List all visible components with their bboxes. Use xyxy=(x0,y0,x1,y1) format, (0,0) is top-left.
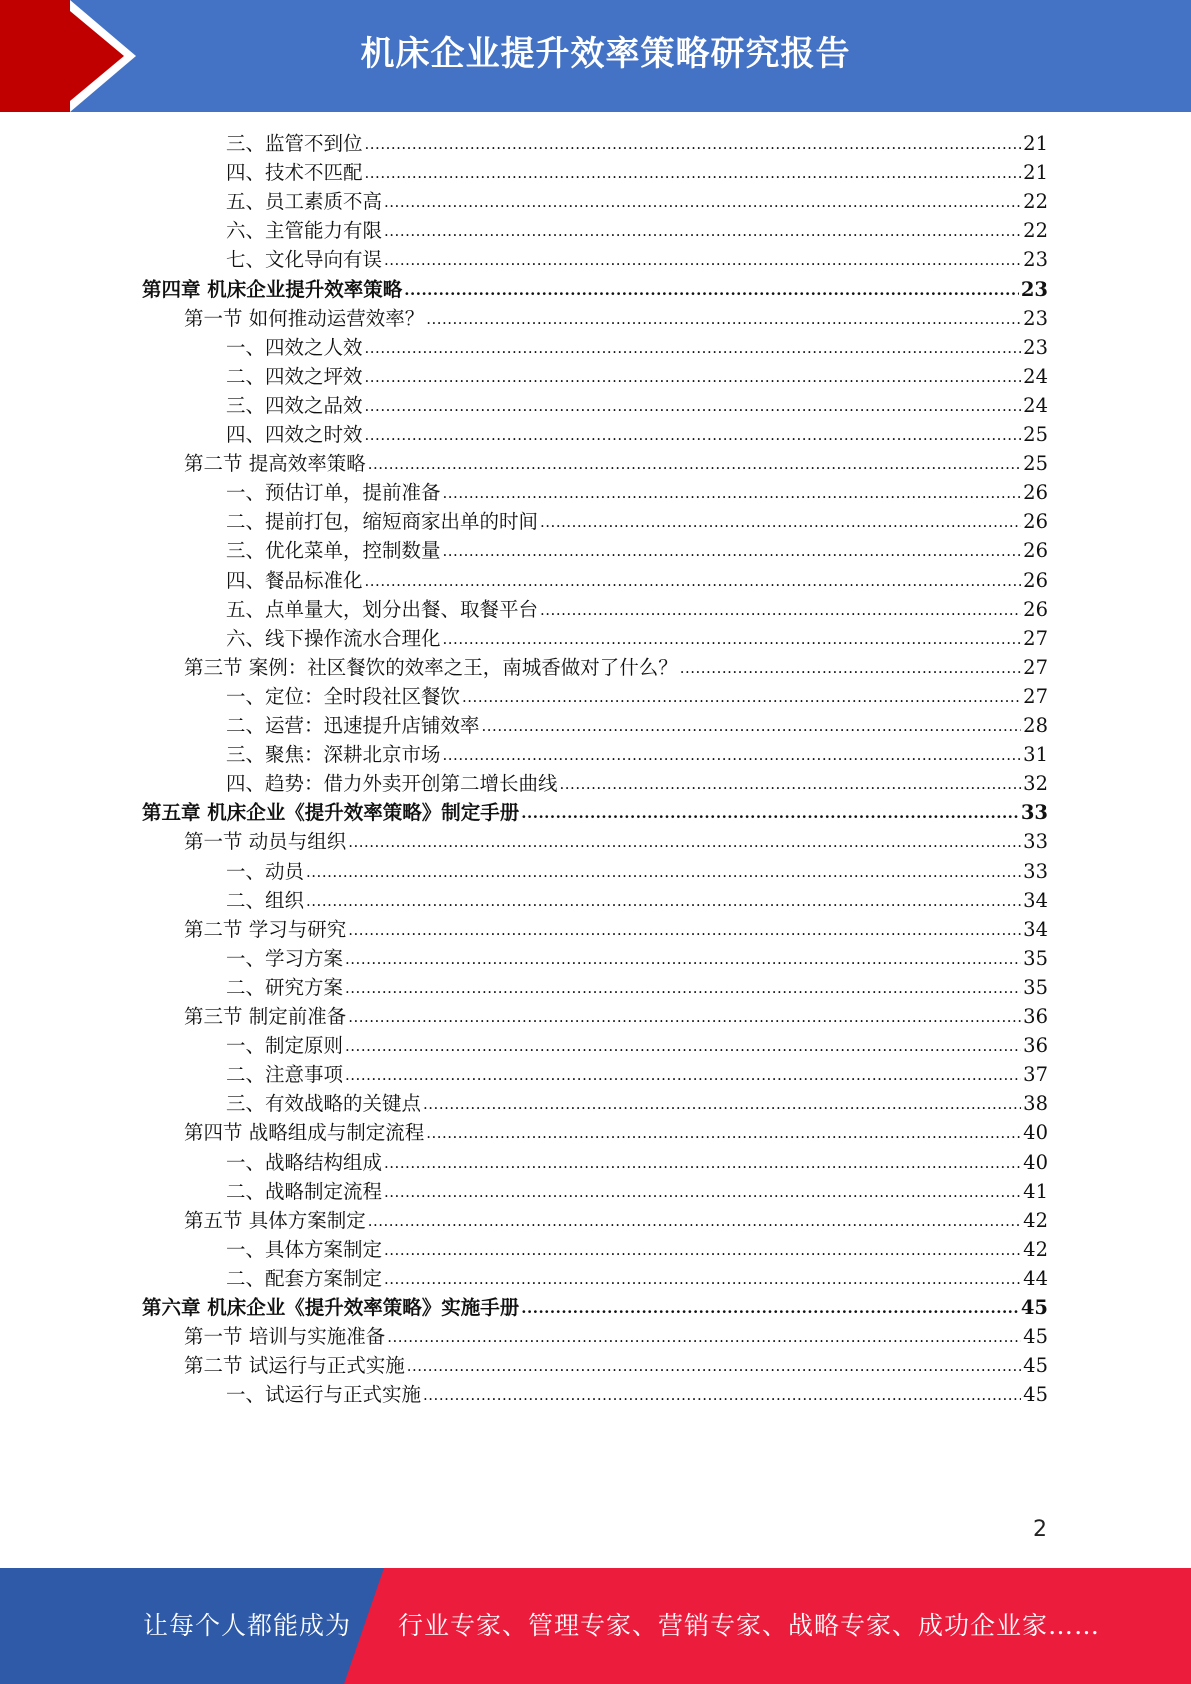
toc-entry-page: 33 xyxy=(1023,859,1048,883)
toc-entry-title: 二、配套方案制定 xyxy=(226,1266,383,1290)
toc-entry-title: 一、预估订单，提前准备 xyxy=(226,481,441,505)
toc-leader-dots xyxy=(365,160,1022,183)
toc-entry-title: 第二节 提高效率策略 xyxy=(184,452,366,476)
toc-leader-dots xyxy=(345,1062,1021,1085)
toc-entry-title: 第三节 制定前准备 xyxy=(184,1005,347,1028)
toc-entry-title: 三、有效战略的关键点 xyxy=(226,1092,422,1116)
toc-leader-dots xyxy=(426,1120,1021,1143)
toc-entry-page: 23 xyxy=(1023,306,1048,330)
toc-entry-title: 一、制定原则 xyxy=(226,1034,344,1058)
toc-leader-dots xyxy=(443,480,1022,503)
toc-entry[interactable] xyxy=(0,1263,1048,1294)
toc-entry-page: 27 xyxy=(1023,684,1048,708)
toc-entry[interactable] xyxy=(0,332,1048,363)
toc-leader-dots xyxy=(348,917,1021,940)
toc-entry[interactable] xyxy=(0,1234,1048,1265)
toc-entry-title: 一、四效之人效 xyxy=(226,335,363,359)
toc-entry[interactable] xyxy=(0,856,1048,887)
footer-slogan-left: 让每个人都能成为 xyxy=(143,1611,352,1640)
toc-entry[interactable] xyxy=(0,914,1048,945)
toc-entry-page: 25 xyxy=(1023,423,1048,446)
toc-entry-title: 二、运营：迅速提升店铺效率 xyxy=(226,714,480,737)
toc-entry-page: 34 xyxy=(1023,917,1048,941)
toc-leader-dots xyxy=(407,1353,1021,1376)
toc-entry[interactable] xyxy=(0,885,1048,916)
toc-entry-title: 第五节 具体方案制定 xyxy=(184,1208,366,1232)
toc-entry-title: 三、四效之品效 xyxy=(226,393,363,417)
toc-entry[interactable] xyxy=(0,1176,1048,1207)
toc-entry[interactable] xyxy=(0,1030,1048,1061)
toc-entry-page: 26 xyxy=(1023,510,1048,534)
toc-entry-title: 一、试运行与正式实施 xyxy=(226,1383,422,1407)
toc-entry-title: 五、点单量大，划分出餐、取餐平台 xyxy=(226,597,539,621)
toc-entry-page: 24 xyxy=(1023,364,1048,388)
toc-leader-dots xyxy=(482,713,1022,736)
toc-entry-title: 一、定位：全时段社区餐饮 xyxy=(226,684,461,708)
toc-entry-title: 二、注意事项 xyxy=(226,1063,344,1087)
toc-leader-dots xyxy=(384,247,1021,270)
toc-leader-dots xyxy=(365,131,1022,154)
toc-entry[interactable] xyxy=(0,652,1048,683)
toc-leader-dots xyxy=(368,451,1021,474)
toc-entry[interactable] xyxy=(0,1379,1048,1410)
page-number: 2 xyxy=(1033,1517,1047,1542)
toc-leader-dots xyxy=(384,218,1021,241)
toc-entry-page: 36 xyxy=(1023,1034,1048,1058)
toc-leader-dots xyxy=(345,975,1021,998)
toc-entry-title: 第一节 培训与实施准备 xyxy=(184,1325,386,1349)
toc-entry-title: 第四节 战略组成与制定流程 xyxy=(184,1121,425,1145)
toc-entry[interactable] xyxy=(0,710,1048,741)
toc-entry-page: 23 xyxy=(1023,335,1048,359)
toc-entry-title: 一、具体方案制定 xyxy=(226,1237,383,1261)
toc-leader-dots xyxy=(384,1237,1021,1260)
toc-entry-title: 四、技术不匹配 xyxy=(226,161,363,185)
toc-entry-page: 23 xyxy=(1020,277,1048,301)
toc-entry-page: 42 xyxy=(1023,1208,1048,1232)
toc-entry[interactable] xyxy=(0,535,1048,566)
toc-entry-page: 25 xyxy=(1023,452,1048,476)
toc-entry-page: 45 xyxy=(1023,1354,1048,1378)
toc-entry-page: 22 xyxy=(1023,219,1048,243)
toc-entry-title: 第一节 动员与组织 xyxy=(184,830,347,854)
toc-entry[interactable] xyxy=(0,1117,1048,1148)
toc-leader-dots xyxy=(387,1324,1021,1347)
toc-entry-page: 33 xyxy=(1020,801,1048,825)
toc-entry[interactable] xyxy=(0,943,1048,974)
report-title: 机床企业提升效率策略研究报告 xyxy=(360,34,851,74)
toc-leader-dots xyxy=(384,1266,1021,1289)
toc-entry[interactable] xyxy=(0,419,1048,450)
toc-entry[interactable] xyxy=(0,826,1048,857)
toc-entry-title: 一、战略结构组成 xyxy=(226,1150,383,1174)
toc-entry-page: 32 xyxy=(1023,772,1048,796)
toc-leader-dots xyxy=(426,306,1021,329)
toc-entry[interactable] xyxy=(0,244,1048,275)
toc-entry[interactable] xyxy=(0,186,1048,217)
toc-entry-page: 34 xyxy=(1023,888,1048,912)
toc-leader-dots xyxy=(423,1382,1021,1405)
toc-leader-dots xyxy=(345,946,1021,969)
toc-entry-page: 21 xyxy=(1023,161,1048,185)
toc-leader-dots xyxy=(348,1004,1021,1027)
toc-leader-dots xyxy=(384,1179,1021,1202)
toc-entry-page: 35 xyxy=(1023,946,1048,970)
toc-entry-page: 31 xyxy=(1023,743,1048,767)
toc-entry[interactable] xyxy=(0,739,1048,770)
toc-entry-page: 23 xyxy=(1023,248,1048,272)
toc-entry[interactable] xyxy=(0,303,1048,334)
toc-leader-dots xyxy=(540,597,1021,620)
toc-entry-page: 27 xyxy=(1023,626,1048,650)
toc-entry-title: 三、聚焦：深耕北京市场 xyxy=(226,743,441,767)
toc-entry-page: 45 xyxy=(1023,1383,1048,1407)
toc-leader-dots xyxy=(443,742,1022,765)
toc-entry[interactable] xyxy=(0,361,1048,392)
toc-entry-page: 26 xyxy=(1023,539,1048,563)
toc-entry[interactable] xyxy=(0,594,1048,625)
toc-leader-dots xyxy=(560,771,1022,794)
toc-leader-dots xyxy=(365,393,1022,416)
toc-entry[interactable] xyxy=(0,448,1048,479)
toc-entry-title: 二、四效之坪效 xyxy=(226,364,363,388)
toc-entry[interactable] xyxy=(0,1147,1048,1178)
toc-leader-dots xyxy=(521,1295,1019,1318)
toc-leader-dots xyxy=(443,626,1022,649)
toc-entry-title: 一、动员 xyxy=(226,859,305,883)
toc-entry[interactable] xyxy=(0,157,1048,188)
toc-entry[interactable] xyxy=(0,1001,1048,1032)
toc-entry-page: 26 xyxy=(1023,481,1048,505)
toc-entry-page: 44 xyxy=(1023,1266,1048,1290)
toc-leader-dots xyxy=(540,509,1021,532)
toc-entry-title: 第一节 如何推动运营效率？ xyxy=(184,306,425,330)
toc-entry[interactable] xyxy=(0,623,1048,654)
toc-entry[interactable] xyxy=(0,1292,1048,1323)
toc-entry[interactable] xyxy=(0,681,1048,712)
toc-entry-title: 第二节 试运行与正式实施 xyxy=(184,1354,405,1378)
toc-entry[interactable] xyxy=(0,797,1048,828)
toc-entry-page: 26 xyxy=(1023,597,1048,621)
toc-entry-page: 40 xyxy=(1023,1150,1048,1174)
toc-leader-dots xyxy=(345,1033,1021,1056)
toc-leader-dots xyxy=(365,568,1022,591)
toc-entry-page: 37 xyxy=(1023,1063,1048,1087)
toc-entry-title: 七、文化导向有误 xyxy=(226,248,383,272)
toc-entry[interactable] xyxy=(0,506,1048,537)
toc-leader-dots xyxy=(384,1150,1021,1173)
toc-leader-dots xyxy=(368,1208,1021,1231)
toc-entry-page: 33 xyxy=(1023,830,1048,854)
toc-entry-page: 42 xyxy=(1023,1237,1048,1261)
toc-entry-page: 21 xyxy=(1023,132,1048,155)
toc-entry-page: 45 xyxy=(1023,1325,1048,1349)
toc-entry-page: 28 xyxy=(1023,714,1048,737)
toc-entry-page: 26 xyxy=(1023,568,1048,592)
page-header xyxy=(0,0,1191,112)
toc-leader-dots xyxy=(423,1091,1021,1114)
toc-entry[interactable] xyxy=(0,1350,1048,1381)
toc-entry-page: 27 xyxy=(1023,655,1048,679)
toc-leader-dots xyxy=(521,800,1019,823)
toc-leader-dots xyxy=(365,335,1022,358)
toc-entry[interactable] xyxy=(0,390,1048,421)
toc-entry-title: 二、战略制定流程 xyxy=(226,1179,383,1203)
toc-entry[interactable] xyxy=(0,768,1048,799)
toc-entry-page: 45 xyxy=(1020,1296,1048,1319)
toc-entry[interactable] xyxy=(0,215,1048,246)
page-footer xyxy=(0,1568,1191,1684)
toc-entry-title: 三、优化菜单，控制数量 xyxy=(226,539,441,563)
toc-entry-title: 六、主管能力有限 xyxy=(226,219,383,243)
toc-entry[interactable] xyxy=(0,1059,1048,1090)
toc-entry[interactable] xyxy=(0,565,1048,596)
toc-entry-title: 三、监管不到位 xyxy=(226,132,363,155)
toc-entry[interactable] xyxy=(0,1205,1048,1236)
toc-entry-page: 36 xyxy=(1023,1005,1048,1028)
toc-leader-dots xyxy=(404,277,1019,300)
toc-leader-dots xyxy=(365,364,1022,387)
toc-entry[interactable] xyxy=(0,1088,1048,1119)
toc-entry-title: 第六章 机床企业《提升效率策略》实施手册 xyxy=(142,1296,520,1319)
footer-slogan-right: 行业专家、管理专家、营销专家、战略专家、成功企业家…… xyxy=(398,1611,1101,1640)
toc-entry[interactable] xyxy=(0,1321,1048,1352)
toc-entry-title: 二、提前打包，缩短商家出单的时间 xyxy=(226,510,539,534)
toc-entry-title: 第三节 案例：社区餐饮的效率之王，南城香做对了什么？ xyxy=(184,655,678,679)
toc-leader-dots xyxy=(462,684,1021,707)
toc-entry-title: 四、趋势：借力外卖开创第二增长曲线 xyxy=(226,772,558,796)
toc-entry[interactable] xyxy=(0,274,1048,305)
toc-entry-title: 第二节 学习与研究 xyxy=(184,917,347,941)
toc-leader-dots xyxy=(680,655,1021,678)
toc-leader-dots xyxy=(348,829,1021,852)
toc-entry-page: 41 xyxy=(1023,1179,1048,1203)
toc-entry-page: 24 xyxy=(1023,393,1048,417)
toc-entry-title: 四、四效之时效 xyxy=(226,423,363,446)
toc-entry-page: 38 xyxy=(1023,1092,1048,1116)
toc-leader-dots xyxy=(306,859,1021,882)
toc-leader-dots xyxy=(443,538,1022,561)
toc-entry-title: 五、员工素质不高 xyxy=(226,190,383,214)
toc-entry-title: 二、组织 xyxy=(226,888,305,912)
toc-leader-dots xyxy=(306,888,1021,911)
toc-leader-dots xyxy=(365,422,1022,445)
toc-entry-title: 六、线下操作流水合理化 xyxy=(226,626,441,650)
toc-entry-title: 二、研究方案 xyxy=(226,975,344,999)
toc-entry[interactable] xyxy=(0,477,1048,508)
toc-leader-dots xyxy=(384,189,1021,212)
toc-entry-page: 35 xyxy=(1023,975,1048,999)
toc-entry[interactable] xyxy=(0,128,1048,159)
toc-entry[interactable] xyxy=(0,972,1048,1003)
header-chevron-red xyxy=(64,6,124,106)
toc-entry-page: 40 xyxy=(1023,1121,1048,1145)
header-red-block xyxy=(0,0,70,112)
toc-entry-title: 第四章 机床企业提升效率策略 xyxy=(142,277,403,301)
toc-entry-page: 22 xyxy=(1023,190,1048,214)
toc-entry-title: 四、餐品标准化 xyxy=(226,568,363,592)
toc-entry-title: 一、学习方案 xyxy=(226,946,344,970)
toc-entry-title: 第五章 机床企业《提升效率策略》制定手册 xyxy=(142,801,520,825)
